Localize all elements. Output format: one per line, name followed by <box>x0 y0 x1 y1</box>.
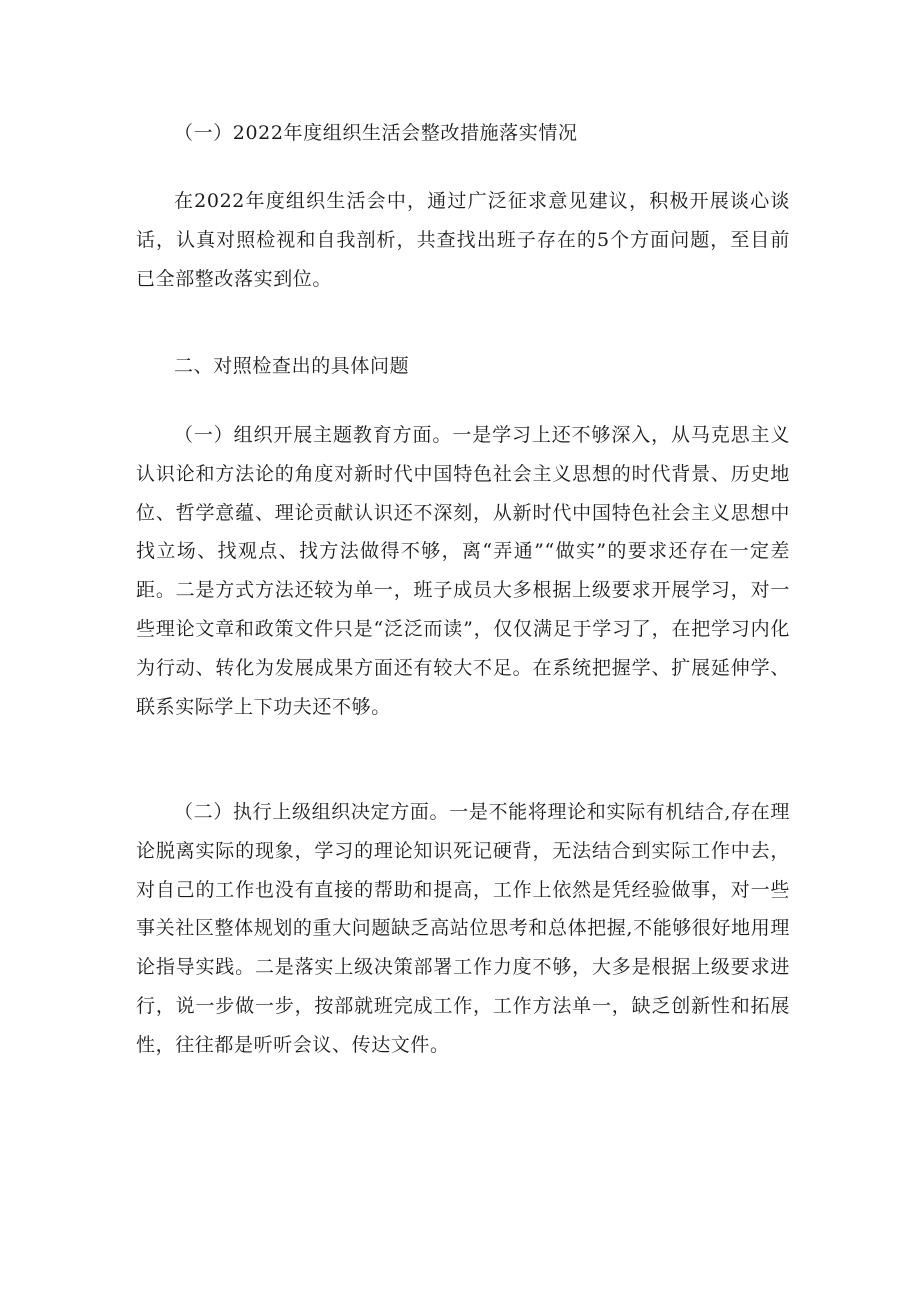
paragraph-theme-education: （一）组织开展主题教育方面。一是学习上还不够深入，从马克思主义认识论和方法论的角度对新时代中国特色社会主义思想的时代背景、历史地位、哲学意蕴、理论贡献认识还不深刻，从新时代中国特色社会主义思想中找立场、找观点、找方法做得不够，离“弄通”“做实”的要求还存在一定差距。二是方式方法还较为单一，班子成员大多根据上级要求开展学习，对一些理论文章和政策文件只是“泛泛而读”，仅仅满足于学习了，在把学习内化为行动、转化为发展成果方面还有较大不足。在系统把握学、扩展延伸学、联系实际学上下功夫还不够。 <box>136 424 790 718</box>
paragraph-executing-decisions: （二）执行上级组织决定方面。一是不能将理论和实际有机结合,存在理论脱离实际的现象，学习的理论知识死记硬背，无法结合到实际工作中去，对自己的工作也没有直接的帮助和提高，工作上依然是凭经验做事，对一些事关社区整体规划的重大问题缺乏高站位思考和总体把握,不能够很好地用理论指导实践。二是落实上级决策部署工作力度不够，大多是根据上级要求进行，说一步做一步，按部就班完成工作，工作方法单一，缺乏创新性和拓展性，往往都是听听会议、传达文件。 <box>136 801 790 1056</box>
paragraph-rectification-summary: 在2022年度组织生活会中，通过广泛征求意见建议，积极开展谈心谈话，认真对照检视和自我剖析，共查找出班子存在的5个方面问题，至目前已全部整改落实到位。 <box>136 190 790 290</box>
section-heading-specific-problems: 二、对照检查出的具体问题 <box>174 355 410 377</box>
section-heading-rectification-status: （一）2022年度组织生活会整改措施落实情况 <box>174 122 578 144</box>
